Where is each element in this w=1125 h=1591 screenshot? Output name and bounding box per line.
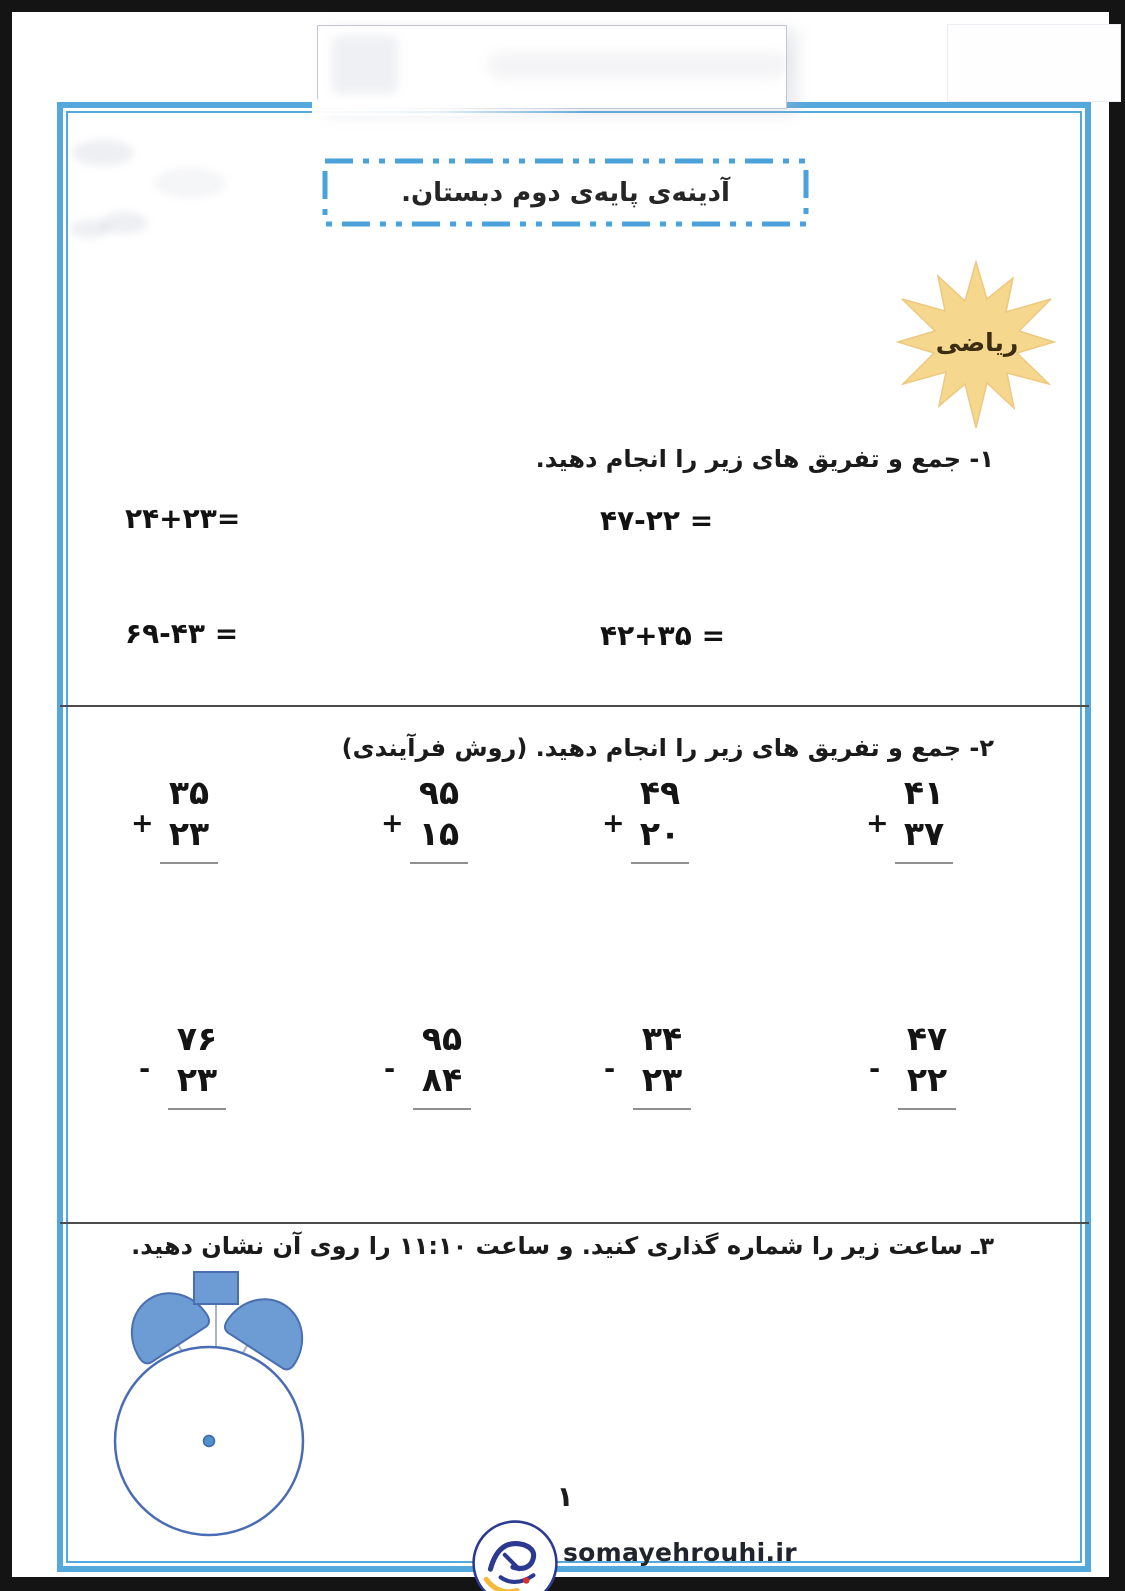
section-divider-2 [60, 1222, 1089, 1224]
erased-watermark-area-top [317, 25, 787, 109]
problem-bottom-number: ۳۷ [903, 814, 945, 853]
title-box [322, 158, 809, 227]
worksheet-title: آدینه‌ی پایه‌ی دوم دبستان. [401, 177, 730, 208]
plus-sign: + [866, 808, 889, 839]
scan-smudge [154, 168, 226, 198]
problem-top-number: ۴۷ [906, 1019, 948, 1058]
answer-line [631, 862, 689, 864]
page-number: ۱ [556, 1480, 574, 1513]
site-logo-icon [470, 1518, 560, 1591]
plus-sign: + [381, 808, 404, 839]
vertical-problem-sub-3 [600, 1018, 704, 1110]
vertical-problem-add-4 [862, 772, 966, 864]
alarm-clock-drawing [102, 1250, 332, 1550]
answer-line [633, 1108, 691, 1110]
minus-sign: - [384, 1054, 396, 1085]
erased-smudge [332, 36, 398, 94]
minus-sign: - [139, 1054, 151, 1085]
problem-top-number: ۳۵ [168, 773, 210, 812]
erased-watermark-area-top-right [947, 24, 1121, 102]
q1-equation-row1-left: ۲۴+۲۳= [125, 502, 241, 535]
problem-bottom-number: ۲۳ [168, 814, 210, 853]
minus-sign: - [604, 1054, 616, 1085]
vertical-problem-add-2 [377, 772, 481, 864]
section-divider-1 [60, 705, 1089, 707]
problem-bottom-number: ۲۰ [639, 814, 681, 853]
clock-center-dot [204, 1436, 215, 1447]
scan-smudge [72, 140, 134, 166]
vertical-problem-add-1 [127, 772, 231, 864]
answer-line [898, 1108, 956, 1110]
q1-equation-row2-left: ۶۹-۴۳ = [125, 617, 239, 650]
border-fade-artifact [312, 99, 587, 116]
problem-top-number: ۴۱ [903, 773, 945, 812]
minus-sign: - [869, 1054, 881, 1085]
problem-bottom-number: ۲۲ [906, 1060, 948, 1099]
problem-bottom-number: ۱۵ [418, 814, 460, 853]
scan-smudge [70, 220, 110, 238]
vertical-problem-sub-2 [380, 1018, 484, 1110]
plus-sign: + [602, 808, 625, 839]
problem-bottom-number: ۲۳ [641, 1060, 683, 1099]
question-1-label: ۱- جمع و تفریق های زیر را انجام دهید. [535, 445, 994, 473]
erased-smudge [488, 52, 788, 78]
plus-sign: + [131, 808, 154, 839]
answer-line [168, 1108, 226, 1110]
problem-bottom-number: ۲۳ [176, 1060, 218, 1099]
answer-line [410, 862, 468, 864]
answer-line [413, 1108, 471, 1110]
vertical-problem-sub-1 [135, 1018, 239, 1110]
problem-top-number: ۹۵ [418, 773, 460, 812]
q1-equation-row1-right: ۴۷-۲۲ = [600, 504, 714, 537]
vertical-problem-add-3 [598, 772, 702, 864]
problem-top-number: ۳۴ [641, 1019, 683, 1058]
answer-line [895, 862, 953, 864]
question-2-label: ۲- جمع و تفریق های زیر را انجام دهید. (روش فرآیندی) [341, 734, 994, 762]
problem-top-number: ۹۵ [421, 1019, 463, 1058]
math-badge-label: ریاضی [935, 328, 1019, 357]
problem-top-number: ۷۶ [176, 1019, 218, 1058]
vertical-problem-sub-4 [865, 1018, 969, 1110]
clock-top-button [194, 1272, 238, 1304]
worksheet-page [12, 12, 1109, 1577]
math-badge-star [888, 258, 1066, 430]
q1-equation-row2-right: ۴۲+۳۵ = [600, 619, 726, 652]
site-watermark: somayehrouhi.ir [563, 1538, 797, 1567]
problem-top-number: ۴۹ [639, 773, 681, 812]
problem-bottom-number: ۸۴ [421, 1060, 463, 1099]
answer-line [160, 862, 218, 864]
question-3-label: ۳ـ ساعت زیر را شماره گذاری کنید. و ساعت ۱۱:۱۰ را روی آن نشان دهید. [131, 1232, 994, 1260]
